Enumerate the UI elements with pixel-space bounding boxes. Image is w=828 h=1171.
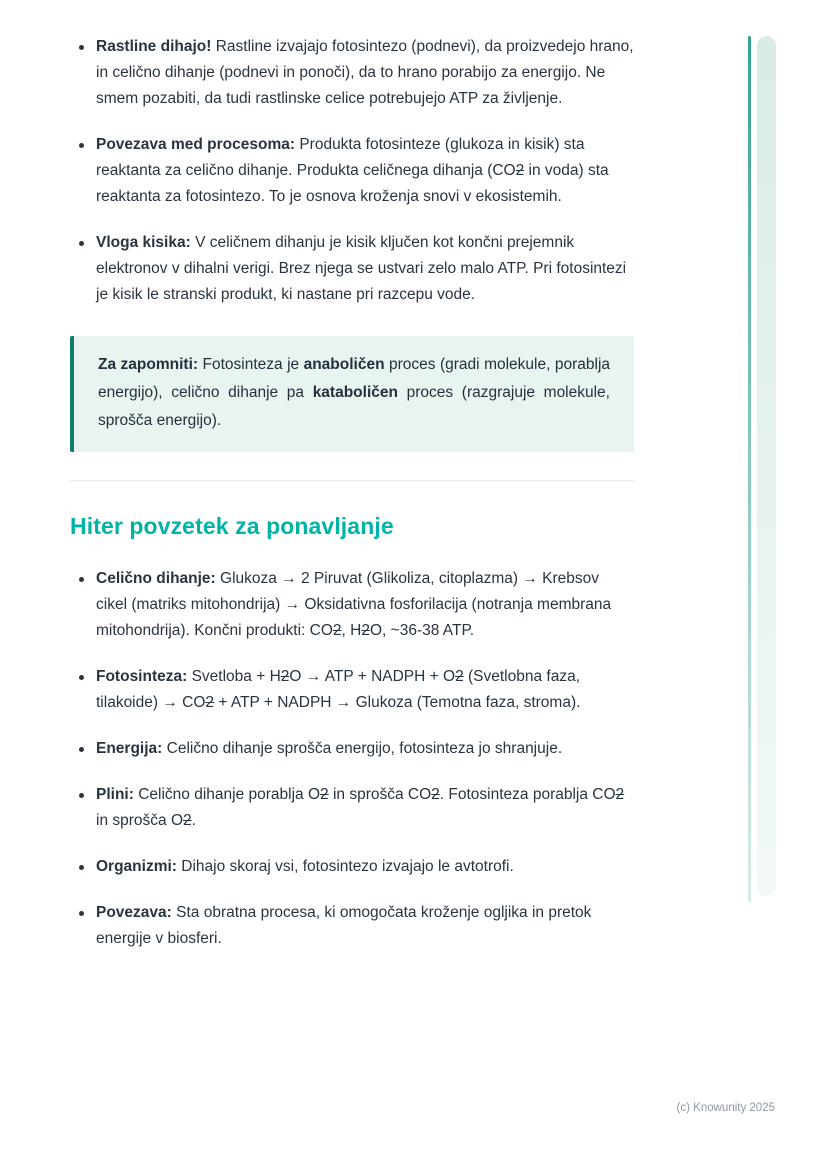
list-item [96,664,634,716]
page-edge-accent [748,36,751,902]
text-segment: Fotosinteza: [96,668,188,685]
text-segment: . Fotosinteza porablja CO [439,786,616,803]
text-segment: in voda) sta reaktanta za fotosintezo. To je osnova kroženja snovi v ekosistemih. [96,162,609,205]
list-item [96,782,634,834]
text-segment: Plini: [96,786,134,803]
text-segment: 2 [205,694,215,711]
text-segment: 2 [280,668,290,685]
document-content [70,34,634,972]
footer-copyright: (c) Knowunity 2025 [676,1102,775,1114]
scrollbar-thumb[interactable] [757,36,776,896]
text-segment: 2 [431,786,440,803]
text-segment: 2 [515,162,525,179]
text-segment: Produkta fotosinteze (glukoza in kisik) sta reaktanta za celično dihanje. Produkta celičnega dihanja (CO [96,136,585,179]
section-heading: Hiter povzetek za ponavljanje [70,513,394,539]
text-segment: 2 [332,622,342,639]
text-segment: Organizmi: [96,858,177,875]
text-segment: proces (razgrajuje molekule, sprošča energijo). [98,384,610,429]
list-item [96,566,634,644]
text-segment: Celično dihanje sprošča energijo, fotosinteza jo shranjuje. [162,740,563,757]
text-segment: Celično dihanje porablja O [133,786,321,803]
list-item [96,854,634,880]
text-segment: O → ATP + NADPH + O [289,668,456,685]
text-segment: Sta obratna procesa, ki omogočata kroženje ogljika in pretok energije v biosferi. [96,904,592,947]
list-item [96,900,634,952]
list-item [96,736,634,762]
text-segment: 2 [361,622,370,639]
list-item [96,132,634,210]
text-segment: 2 [320,786,329,803]
text-segment: , H [341,622,362,639]
text-segment: Dihajo skoraj vsi, fotosintezo izvajajo le avtotrofi. [176,858,514,875]
intro-bullet-list [70,34,634,308]
text-segment: Povezava: [96,904,172,921]
text-segment: Celično dihanje: [96,570,216,587]
text-segment: Vloga kisika: [96,234,191,251]
text-segment: in sprošča O [96,812,184,829]
summary-bullet-list [70,566,634,952]
text-segment: kataboličen [312,384,398,401]
text-segment: Svetloba + H [187,668,281,685]
text-segment: O, ~36-38 ATP. [369,622,475,639]
text-segment: in sprošča CO [328,786,432,803]
list-item [96,34,634,112]
text-segment: anaboličen [303,356,385,373]
callout-note [70,336,634,452]
text-segment: (Svetlobna faza, tilakoide) → CO [96,668,581,711]
text-segment: V celičnem dihanju je kisik ključen kot končni prejemnik elektronov v dihalni verigi. Brez njega se ustvari zelo malo ATP. Pri fotosintezi je kisik le stranski produkt, ki nastane pri razcepu vode. [96,234,627,303]
text-segment: Povezava med procesoma: [96,136,296,153]
text-segment: Glukoza → 2 Piruvat (Glikoliza, citoplazma) → Krebsov cikel (matriks mitohondrija) → Oksidativna fosforilacija (notranja membrana mitohondrija). Končni produkti: CO [96,570,612,639]
text-segment: 2 [615,786,625,803]
list-item [96,230,634,308]
text-segment: Rastline izvajajo fotosintezo (podnevi), da proizvedejo hrano, in celično dihanje (podnevi in ponoči), da to hrano porabijo za energijo. Ne smem pozabiti, da tudi rastlinske celice potrebujejo ATP za življenje. [96,38,634,107]
text-segment: 2 [455,668,464,685]
section-divider [70,480,634,481]
callout-text [98,351,610,435]
text-segment: 2 [183,812,192,829]
text-segment: Fotosinteza je [198,356,304,373]
text-segment: . [191,812,196,829]
text-segment: proces (gradi molekule, porablja energijo), celično dihanje pa [98,356,611,401]
text-segment: Za zapomniti: [98,356,199,373]
text-segment: + ATP + NADPH → Glukoza (Temotna faza, stroma). [214,694,581,711]
text-segment: Energija: [96,740,163,757]
text-segment: Rastline dihajo! [96,38,212,55]
